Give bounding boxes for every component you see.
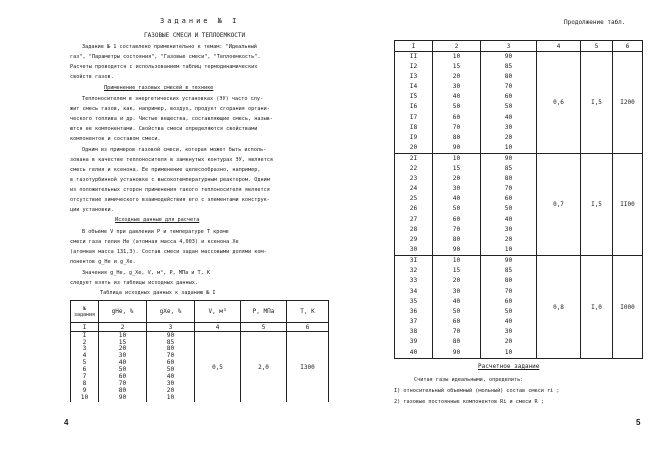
g-xe-value: 10 <box>504 143 513 151</box>
intro-line-3: Расчеты проводятся с использованием таблиц термодинамических <box>70 64 258 70</box>
g-he-value: 10 <box>452 256 461 264</box>
intro-line-4: свойств газов. <box>70 74 114 80</box>
g-he-value: 40 <box>452 93 461 101</box>
table-group <box>395 52 643 154</box>
g-he-column <box>433 52 481 154</box>
assignment-subtitle: ГАЗОВЫЕ СМЕСИ И ТЕПЛОЕМКОСТИ <box>144 32 246 39</box>
input-line: (атомная масса 131,3). Состав смеси задан массовыми долями ком- <box>70 249 267 255</box>
g-xe-value: 40 <box>504 215 513 223</box>
application-line: ются ее компонентами. Свойства смеси определяются свойствами <box>70 126 258 132</box>
index-cell: 2 <box>99 323 147 332</box>
header-cell: T, K <box>287 301 329 323</box>
g-xe-column <box>481 52 537 154</box>
temperature-value: I300 <box>287 332 329 402</box>
row-number: 2I <box>409 154 418 162</box>
g-xe-value: 30 <box>504 225 513 233</box>
g-he-value: 60 <box>452 215 461 223</box>
g-he-value: 10 <box>452 52 461 60</box>
g-he-value: 30 <box>452 287 461 295</box>
row-number: 25 <box>409 195 418 203</box>
volume-value: 0,5 <box>195 332 241 402</box>
g-xe-value: 90 <box>504 154 513 162</box>
g-he-value: 90 <box>452 143 461 151</box>
g-he-value: 50 <box>452 307 461 315</box>
g-he-value: 90 <box>452 245 461 253</box>
index-cell: 3 <box>147 323 195 332</box>
index-cell: I <box>71 323 99 332</box>
g-he-value: 15 <box>118 338 127 346</box>
g-xe-value: 10 <box>166 394 175 402</box>
row-number: 10 <box>80 394 89 402</box>
row-number: 38 <box>409 328 418 336</box>
row-number: 7 <box>82 373 87 381</box>
intro-line-1: Задание № 1 составлено применительно к темам: "Идеальный <box>82 44 257 50</box>
g-he-value: 20 <box>452 175 461 183</box>
g-xe-value: 70 <box>166 352 175 360</box>
row-number: 4 <box>82 352 87 360</box>
row-number: I <box>82 331 87 339</box>
g-he-value: 20 <box>118 345 127 353</box>
application-line: компонентов и составом смеси. <box>70 136 161 142</box>
volume-value: 0,6 <box>537 52 581 154</box>
input-line: понентов g_He и g_Xe. <box>70 259 136 265</box>
table-group <box>395 154 643 256</box>
g-he-value: 90 <box>118 394 127 402</box>
g-xe-value: 60 <box>504 93 513 101</box>
row-number: 9 <box>82 387 87 395</box>
row-number: 30 <box>409 245 418 253</box>
g-xe-value: 20 <box>166 387 175 395</box>
continuation-label: Продолжение табл. <box>564 19 626 26</box>
row-number: 40 <box>409 348 418 356</box>
g-xe-value: 40 <box>166 373 175 381</box>
row-number: 35 <box>409 297 418 305</box>
index-cell: 6 <box>613 41 643 52</box>
g-he-value: 15 <box>452 165 461 173</box>
row-number: I9 <box>409 133 418 141</box>
row-number: I8 <box>409 123 418 131</box>
input-line: В объеме V при давлении P и температуре T кроме <box>82 229 229 235</box>
row-number: 20 <box>409 143 418 151</box>
row-number: 28 <box>409 225 418 233</box>
g-xe-value: 80 <box>504 175 513 183</box>
g-xe-value: 20 <box>504 235 513 243</box>
g-xe-value: 80 <box>504 73 513 81</box>
g-xe-value: 50 <box>504 307 513 315</box>
g-xe-column <box>147 332 195 402</box>
row-number: 37 <box>409 318 418 326</box>
g-he-value: 80 <box>452 235 461 243</box>
g-he-value: 30 <box>118 352 127 360</box>
volume-value: 0,7 <box>537 154 581 256</box>
g-xe-value: 40 <box>504 113 513 121</box>
g-xe-value: 50 <box>504 205 513 213</box>
row-number: 39 <box>409 338 418 346</box>
application-line: ции установки. <box>70 207 114 213</box>
g-xe-value: 60 <box>504 195 513 203</box>
header-cell: № задания <box>71 301 99 323</box>
index-cell: 5 <box>241 323 287 332</box>
row-number: 3 <box>82 345 87 353</box>
g-he-value: 70 <box>452 123 461 131</box>
input-line: смеси газа гелия He (атомная масса 4,003) и ксенона Xe <box>70 239 239 245</box>
g-xe-value: 10 <box>504 348 513 356</box>
application-line: Одним из примеров газовой смеси, которая может быть исполь- <box>82 147 267 153</box>
g-he-value: 10 <box>452 154 461 162</box>
pressure-value: I,0 <box>581 256 613 359</box>
application-line: ческого топлива и др. Чистые вещества, составляющие смесь, назыв- <box>70 116 274 122</box>
row-number: 32 <box>409 267 418 275</box>
g-xe-value: 90 <box>166 331 175 339</box>
g-he-value: 80 <box>118 387 127 395</box>
header-cell: gXe, % <box>147 301 195 323</box>
row-number: 8 <box>82 380 87 388</box>
row-number: 22 <box>409 165 418 173</box>
row-numbers <box>395 256 433 359</box>
index-cell: 4 <box>195 323 241 332</box>
row-number: I4 <box>409 83 418 91</box>
g-he-value: 50 <box>118 366 127 374</box>
input-heading: Исходные данные для расчета <box>115 217 200 223</box>
g-he-value: 70 <box>452 225 461 233</box>
temperature-value: I200 <box>613 52 643 154</box>
input-line: Значения g_He, g_Xe, V, м³, P, МПа и T, K <box>82 270 211 276</box>
row-number: 6 <box>82 366 87 374</box>
index-cell: 2 <box>433 41 481 52</box>
index-cell: 5 <box>581 41 613 52</box>
row-number: II <box>409 52 418 60</box>
temperature-value: I000 <box>613 256 643 359</box>
g-he-value: 10 <box>118 331 127 339</box>
g-xe-value: 70 <box>504 83 513 91</box>
g-he-value: 60 <box>452 318 461 326</box>
g-he-value: 15 <box>452 267 461 275</box>
row-number: 36 <box>409 307 418 315</box>
row-number: I2 <box>409 63 418 71</box>
header-cell: P, МПа <box>241 301 287 323</box>
g-he-column <box>433 256 481 359</box>
g-xe-column <box>481 154 537 256</box>
application-line: отсутствие химического взаимодействия его с элементами конструк- <box>70 197 270 203</box>
index-cell: 4 <box>537 41 581 52</box>
temperature-value: II00 <box>613 154 643 256</box>
g-xe-value: 30 <box>166 380 175 388</box>
application-line: жит смесь газов, как, например, воздух, продукт сгорания органи- <box>70 106 270 112</box>
calc-heading: Расчетное задание <box>478 363 540 370</box>
row-number: 27 <box>409 215 418 223</box>
g-xe-value: 70 <box>504 185 513 193</box>
g-he-value: 30 <box>452 83 461 91</box>
g-he-value: 70 <box>452 328 461 336</box>
g-he-value: 40 <box>452 297 461 305</box>
left-data-table <box>70 300 329 402</box>
application-line: Теплоносителем в энергетических установках (ЭУ) часто слу- <box>82 96 264 102</box>
g-xe-value: 70 <box>504 287 513 295</box>
index-cell: 6 <box>287 323 329 332</box>
g-he-value: 70 <box>118 380 127 388</box>
input-line: следует взять из таблицы исходных данных. <box>70 280 199 286</box>
section-heading: Применение газовых смесей в технике <box>104 85 214 91</box>
pressure-value: I,5 <box>581 52 613 154</box>
g-xe-value: 85 <box>504 165 513 173</box>
volume-value: 0,8 <box>537 256 581 359</box>
header-cell: V, м³ <box>195 301 241 323</box>
calc-item: I) относительный объемный (мольный) состав смеси ri ; <box>394 388 560 394</box>
g-xe-value: 80 <box>504 277 513 285</box>
g-xe-value: 20 <box>504 133 513 141</box>
application-line: смесь гелия и ксенона. Ее применение целесообразно, например, <box>70 167 261 173</box>
g-he-value: 30 <box>452 185 461 193</box>
g-xe-value: 85 <box>504 63 513 71</box>
row-number: 33 <box>409 277 418 285</box>
g-xe-value: 90 <box>504 52 513 60</box>
row-number: 5 <box>82 359 87 367</box>
row-numbers <box>395 154 433 256</box>
g-xe-value: 50 <box>166 366 175 374</box>
row-number: 23 <box>409 175 418 183</box>
g-he-value: 80 <box>452 338 461 346</box>
calc-item: 2) газовые постоянные компонентов Ri и смеси R ; <box>394 399 544 405</box>
g-xe-value: 85 <box>504 267 513 275</box>
g-xe-value: 30 <box>504 328 513 336</box>
g-he-value: 60 <box>452 113 461 121</box>
assignment-title: Задание № I <box>160 17 240 25</box>
application-line: зована в качестве теплоносителя в замкнутых контурах ЭУ, является <box>70 157 274 163</box>
right-page-number: 5 <box>636 418 641 427</box>
row-numbers <box>395 52 433 154</box>
intro-line-2: газ", "Параметры состояния", "Газовые смеси", "Теплоемкость". <box>70 54 261 60</box>
left-page-number: 4 <box>64 418 69 427</box>
g-xe-value: 60 <box>504 297 513 305</box>
pressure-value: I,5 <box>581 154 613 256</box>
row-number: 24 <box>409 185 418 193</box>
g-he-value: 80 <box>452 133 461 141</box>
application-line: в газотурбинной установке с высокотемпературным реактором. Одним <box>70 177 270 183</box>
g-xe-column <box>481 256 537 359</box>
table-caption: Таблица исходных данных к заданию № I <box>100 290 216 296</box>
row-number: I5 <box>409 93 418 101</box>
row-number: 29 <box>409 235 418 243</box>
g-he-value: 40 <box>118 359 127 367</box>
g-xe-value: 20 <box>504 338 513 346</box>
g-he-value: 90 <box>452 348 461 356</box>
g-he-column <box>99 332 147 402</box>
g-xe-value: 50 <box>504 103 513 111</box>
row-number: 26 <box>409 205 418 213</box>
g-xe-value: 85 <box>166 338 175 346</box>
g-xe-value: 40 <box>504 318 513 326</box>
g-xe-value: 30 <box>504 123 513 131</box>
application-line: из положительных сторон применения такого теплоносителя является <box>70 187 270 193</box>
row-number: 2 <box>82 338 87 346</box>
index-cell: I <box>395 41 433 52</box>
row-number: I7 <box>409 113 418 121</box>
g-he-value: 60 <box>118 373 127 381</box>
header-cell: gHe, % <box>99 301 147 323</box>
g-he-value: 50 <box>452 103 461 111</box>
pressure-value: 2,0 <box>241 332 287 402</box>
row-number: I6 <box>409 103 418 111</box>
g-xe-value: 10 <box>504 245 513 253</box>
table-group <box>395 256 643 359</box>
g-he-value: 20 <box>452 277 461 285</box>
g-he-value: 40 <box>452 195 461 203</box>
right-data-table <box>394 40 643 359</box>
g-he-value: 20 <box>452 73 461 81</box>
g-xe-value: 60 <box>166 359 175 367</box>
row-number: 34 <box>409 287 418 295</box>
row-number: I3 <box>409 73 418 81</box>
g-xe-value: 80 <box>166 345 175 353</box>
calc-intro: Считая газы идеальными, определить: <box>414 377 524 383</box>
index-cell: 3 <box>481 41 537 52</box>
g-xe-value: 90 <box>504 256 513 264</box>
g-he-value: 15 <box>452 63 461 71</box>
row-numbers <box>71 332 99 402</box>
row-number: 3I <box>409 256 418 264</box>
g-he-column <box>433 154 481 256</box>
g-he-value: 50 <box>452 205 461 213</box>
